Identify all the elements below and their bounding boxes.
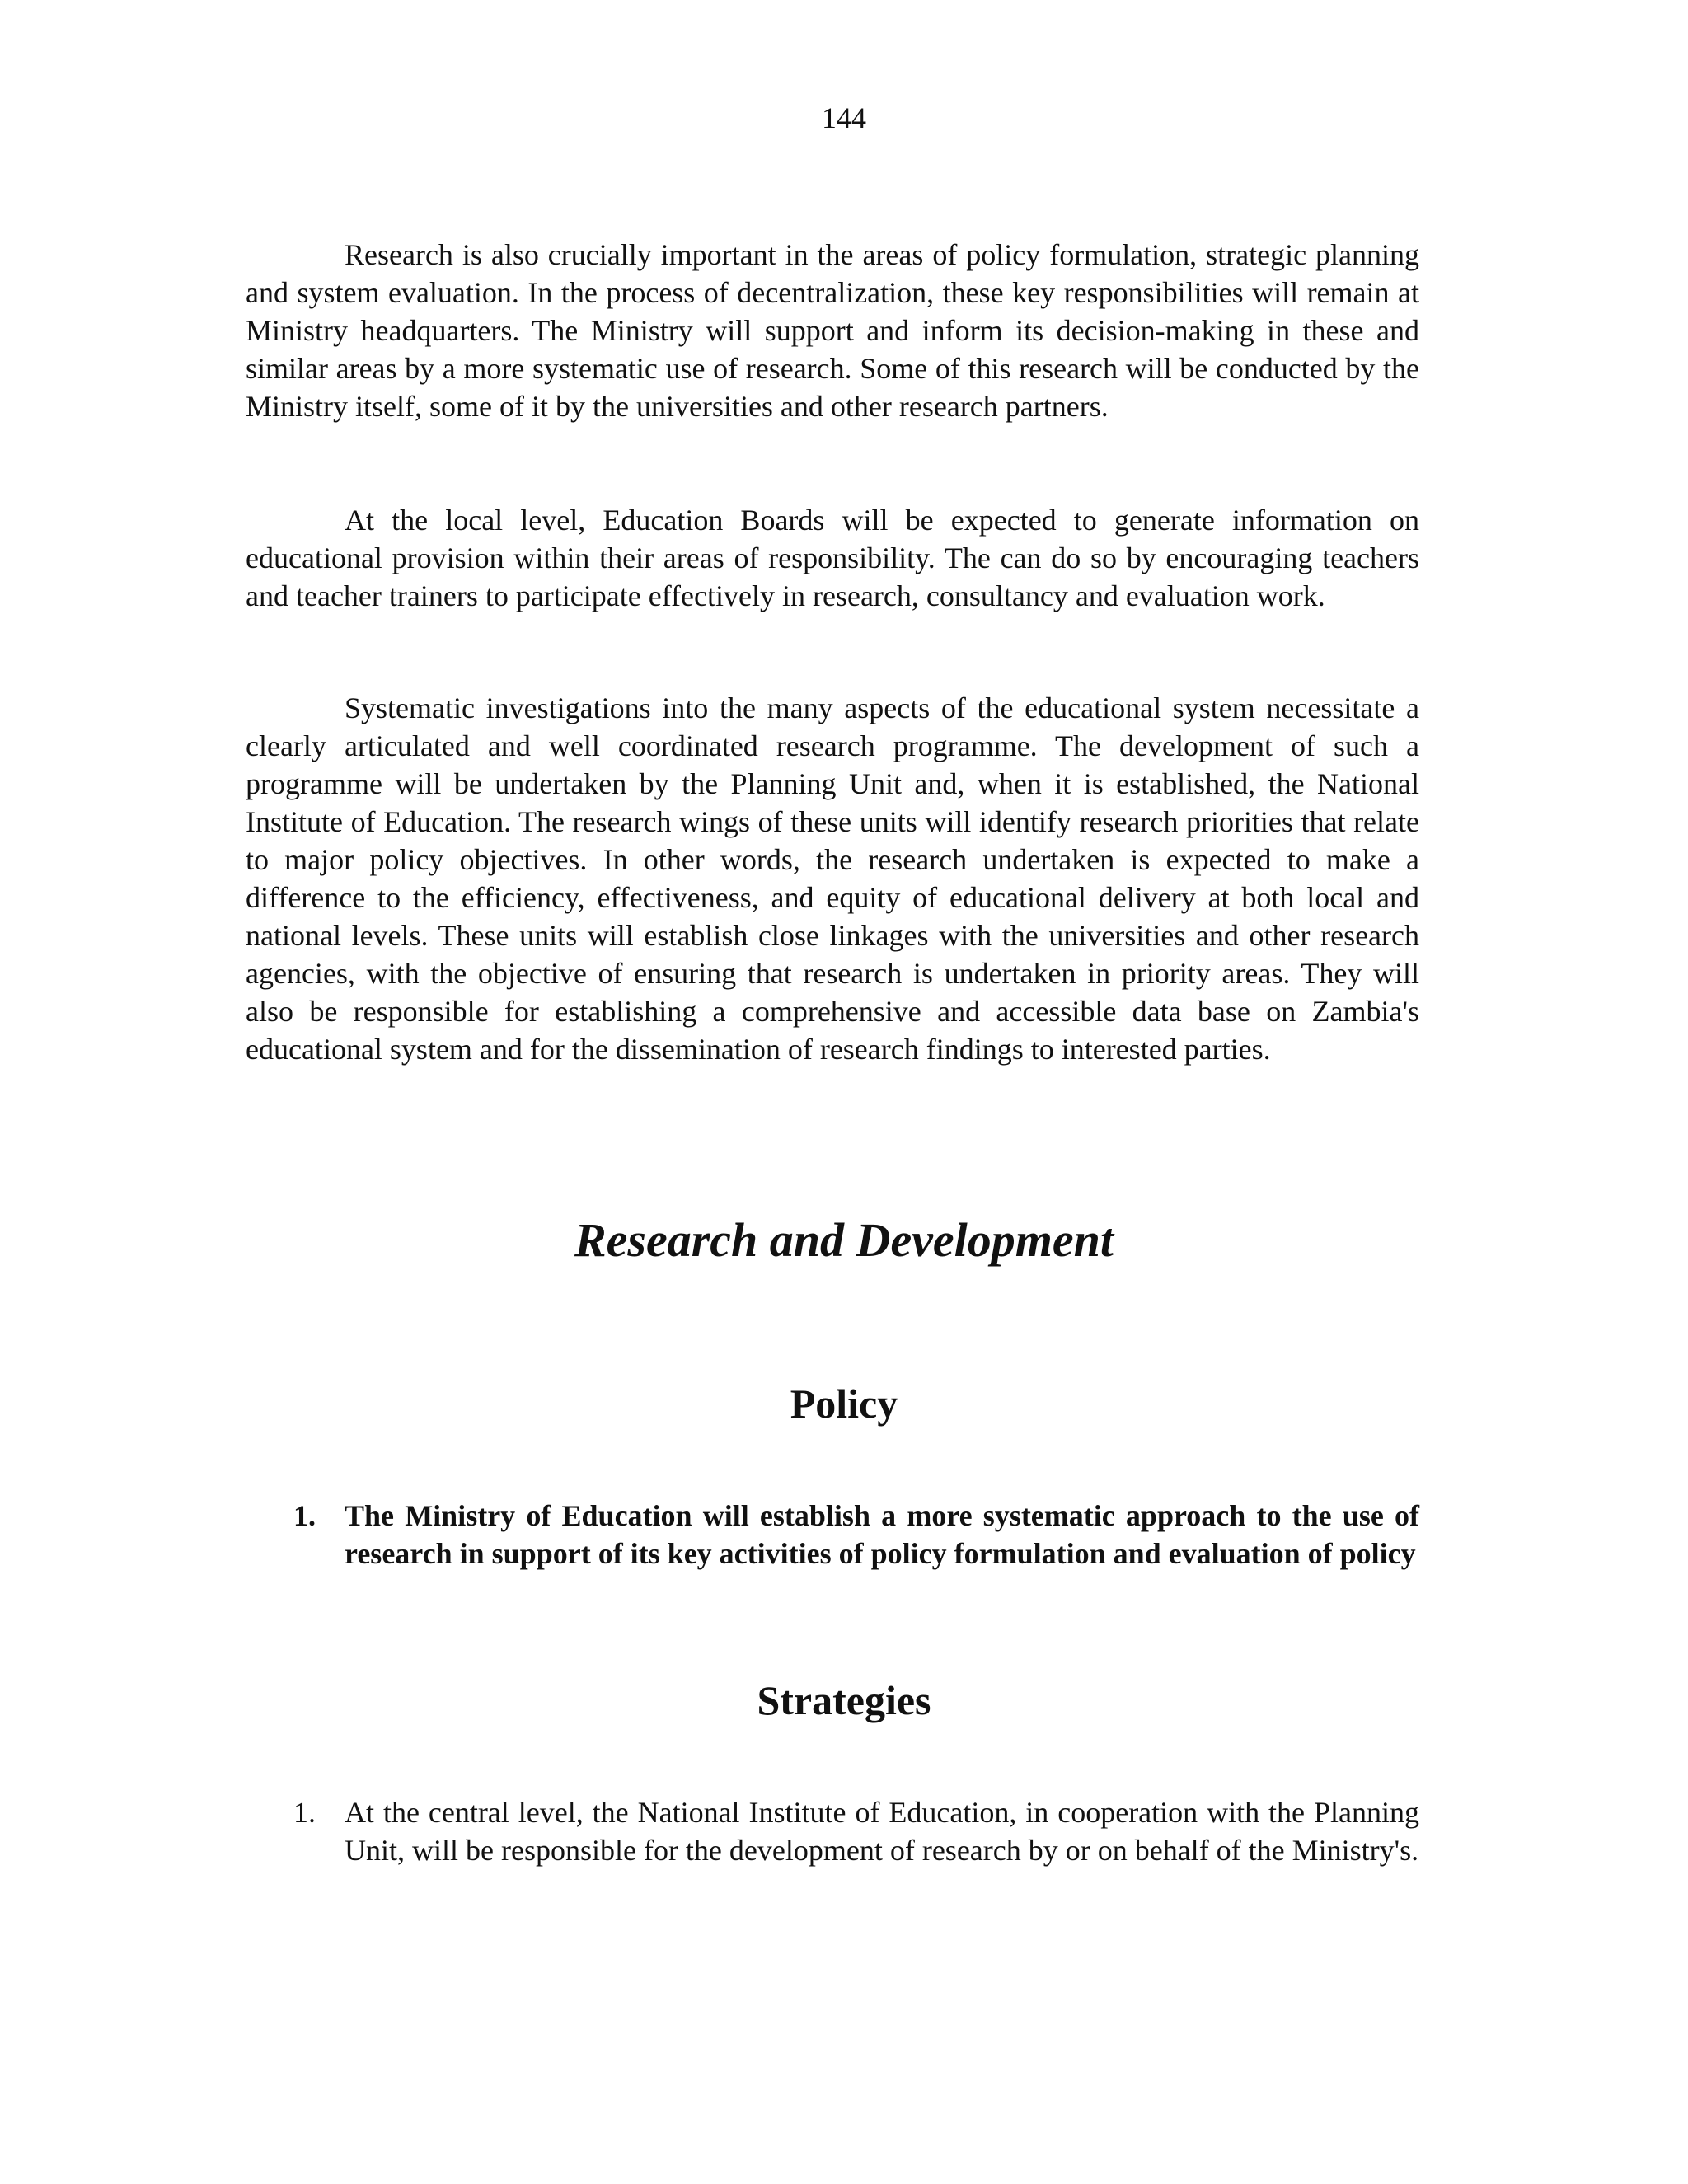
section-title: Research and Development (574, 1213, 1114, 1267)
strategy-item-text: At the central level, the National Institute of Education, in cooperation with the Planning Unit, will be responsible for the development of research by or on behalf of the Ministry's. (345, 1796, 1419, 1867)
strategy-list-item (293, 1793, 1419, 1869)
strategies-heading: Strategies (757, 1677, 931, 1723)
strategy-item-number: 1. (293, 1796, 316, 1829)
body-paragraph-3: Systematic investigations into the many aspects of the educational system necessitate a clearly articulated and well coordinated research programme. The development of such a programme will be undertaken by the Planning Unit and, when it is established, the National Institute of Education. The research wings of these units will identify research priorities that relate to major policy objectives. In other words, the research undertaken is expected to make a difference to the efficiency, effectiveness, and equity of educational delivery at both local and national levels. These units will establish close linkages with the universities and other research agencies, with the objective of ensuring that research is undertaken in priority areas. They will also be responsible for establishing a comprehensive and accessible data base on Zambia's educational system and for the dissemination of research findings to interested parties. (246, 691, 1419, 1066)
policy-heading: Policy (790, 1380, 898, 1427)
policy-list-item (293, 1497, 1419, 1572)
policy-item-text: The Ministry of Education will establish a more systematic approach to the use of research in support of its key activities of policy formulation and evaluation of policy (345, 1499, 1419, 1570)
policy-item-number: 1. (293, 1499, 316, 1532)
body-paragraph-1: Research is also crucially important in the areas of policy formulation, strategic planning and system evaluation. In the process of decentralization, these key responsibilities will remain at Ministry headquarters. The Ministry will support and inform its decision-making in these and similar areas by a more systematic use of research. Some of this research will be conducted by the Ministry itself, some of it by the universities and other research partners. (246, 238, 1419, 423)
body-paragraph-2: At the local level, Education Boards will be expected to generate information on educational provision within their areas of responsibility. The can do so by encouraging teachers and teacher trainers to participate effectively in research, consultancy and evaluation work. (246, 504, 1419, 612)
page-number: 144 (822, 101, 866, 134)
